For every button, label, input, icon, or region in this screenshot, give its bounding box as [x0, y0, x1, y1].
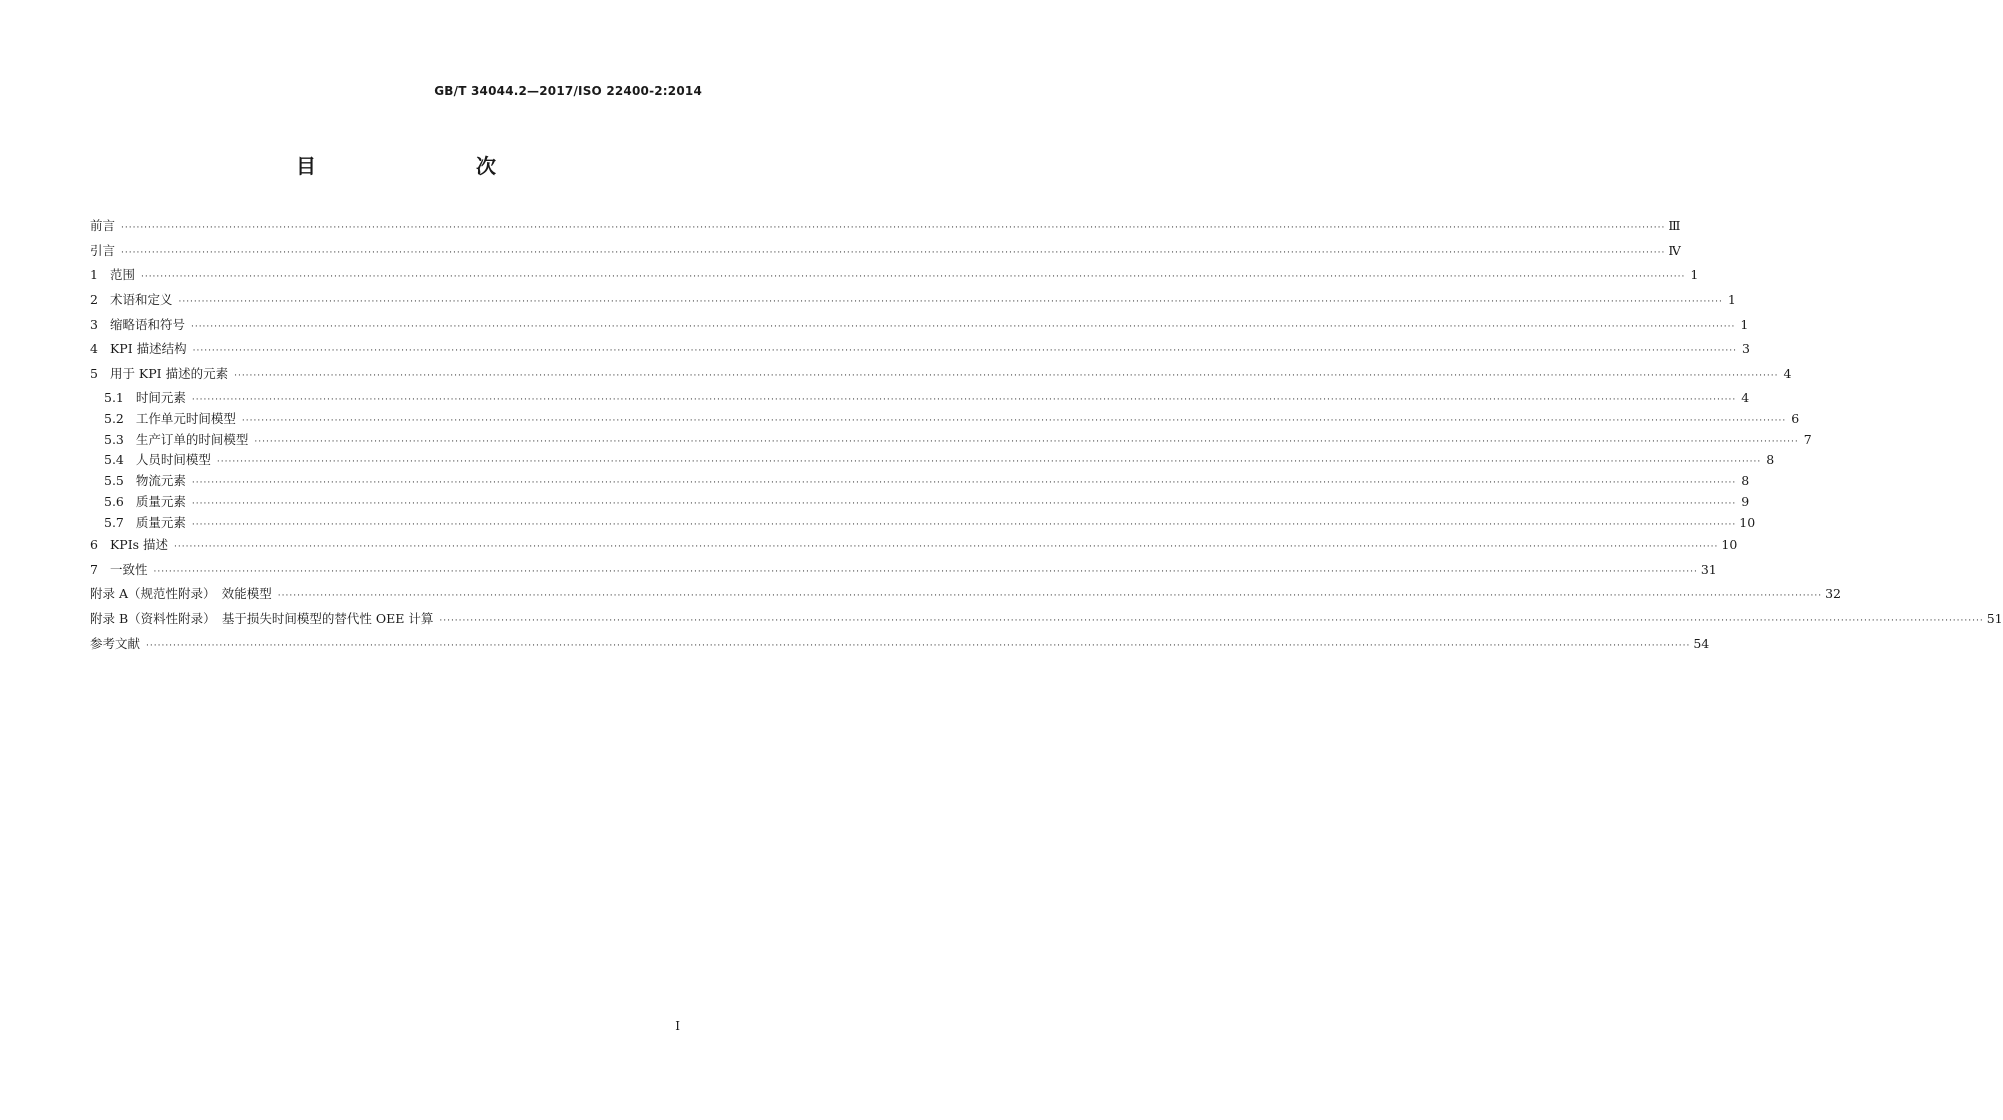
toc-entry[interactable]	[90, 339, 1750, 359]
toc-entry-page: Ⅲ	[1668, 218, 1681, 233]
toc-entry-number: 6	[90, 537, 98, 553]
toc-entry-text: KPI 描述结构	[109, 341, 187, 357]
toc-entry[interactable]	[90, 514, 1756, 532]
toc-entry[interactable]	[90, 560, 1717, 580]
toc-entry-text: 人员时间模型	[135, 452, 211, 468]
toc-entry[interactable]	[90, 584, 1842, 604]
toc-entry-label	[90, 339, 187, 359]
toc-entry-label	[90, 315, 185, 335]
dot-leader: ················································································································································································································································································································································································································	[174, 542, 1719, 553]
toc-entry-label	[104, 451, 211, 469]
dot-leader: ················································································································································································································································································································································································································	[254, 436, 1799, 447]
toc-entry-label	[104, 493, 186, 511]
toc-entry-label	[90, 535, 168, 555]
toc-entry[interactable]	[90, 241, 1681, 261]
toc-entry-number: 5.3	[104, 431, 124, 447]
toc-entry-page: 3	[1742, 341, 1750, 357]
dot-leader: ················································································································································································································································································································································································································	[121, 247, 1666, 258]
toc-entry-label	[104, 410, 236, 428]
toc-entry-label	[104, 472, 186, 490]
toc-entry[interactable]	[90, 364, 1792, 384]
page-number: Ⅰ	[675, 1019, 680, 1033]
toc-entry-page: 10	[1739, 515, 1756, 531]
toc-entry-number: 5	[90, 366, 98, 382]
toc-entry-page: 4	[1783, 366, 1792, 382]
toc-entry[interactable]	[90, 410, 1800, 428]
toc-entry-number: 5.7	[104, 515, 124, 531]
toc-entry[interactable]	[90, 431, 1812, 449]
dot-leader: ················································································································································································································································································································································································································	[140, 272, 1686, 283]
dot-leader: ················································································································································································································································································································································································································	[216, 457, 1762, 468]
dot-leader: ················································································································································································································································································································································································································	[153, 566, 1698, 577]
toc-entry[interactable]	[90, 389, 1750, 407]
toc-entry[interactable]	[90, 609, 2003, 629]
dot-leader: ················································································································································································································································································································································································································	[191, 394, 1737, 405]
toc-entry-page: 9	[1741, 494, 1750, 510]
table-of-contents	[90, 216, 2003, 658]
toc-entry[interactable]	[90, 315, 1749, 335]
toc-entry-number: 1	[90, 267, 98, 283]
toc-entry-text: 生产订单的时间模型	[135, 431, 249, 447]
toc-entry-label	[90, 560, 147, 580]
toc-entry-page: 4	[1741, 389, 1750, 405]
dot-leader: ················································································································································································································································································································································································································	[178, 297, 1723, 308]
toc-entry-number: 5.4	[104, 452, 124, 468]
toc-entry-text: KPIs 描述	[109, 537, 169, 553]
toc-entry[interactable]	[90, 265, 1699, 285]
toc-entry[interactable]	[90, 216, 1681, 236]
toc-entry-text: 工作单元时间模型	[135, 410, 236, 426]
toc-entry-text: 一致性	[109, 561, 148, 577]
toc-entry-text: 附录 A（规范性附录） 效能模型	[90, 586, 272, 602]
toc-entry-text: 术语和定义	[109, 292, 173, 308]
toc-entry-page: 54	[1693, 635, 1710, 651]
dot-leader: ················································································································································································································································································································································································································	[190, 321, 1736, 332]
toc-entry-text: 前言	[90, 218, 116, 233]
toc-entry-number: 5.1	[104, 389, 124, 405]
toc-entry-text: 范围	[109, 267, 135, 283]
standard-code: GB/T 34044.2—2017/ISO 22400-2:2014	[434, 84, 702, 98]
toc-entry-text: 参考文献	[90, 635, 141, 651]
dot-leader: ················································································································································································································································································································································································································	[277, 591, 1823, 602]
dot-leader: ················································································································································································································································································································································································································	[146, 640, 1691, 651]
toc-entry-page: 6	[1791, 410, 1800, 426]
toc-entry-label	[90, 216, 115, 236]
toc-entry-text: 物流元素	[135, 473, 186, 489]
toc-entry-text: 质量元素	[135, 494, 186, 510]
toc-entry-number: 5.2	[104, 410, 124, 426]
toc-entry-label	[90, 290, 172, 310]
toc-entry[interactable]	[90, 472, 1750, 490]
toc-entry-page: 8	[1741, 473, 1750, 489]
toc-entry-number: 5.5	[104, 473, 124, 489]
toc-entry-label	[90, 609, 433, 629]
toc-entry[interactable]	[90, 493, 1750, 511]
dot-leader: ················································································································································································································································································································································································································	[439, 616, 1984, 627]
toc-entry[interactable]	[90, 451, 1775, 469]
toc-entry-label	[90, 265, 135, 285]
toc-entry-number: 3	[90, 316, 98, 332]
toc-entry-number: 7	[90, 561, 98, 577]
toc-title: 目 次	[296, 154, 536, 178]
dot-leader: ················································································································································································································································································································································································································	[191, 499, 1737, 510]
toc-entry-page: 1	[1727, 292, 1736, 308]
toc-entry-label	[90, 364, 228, 384]
toc-entry-text: 引言	[90, 242, 116, 258]
toc-entry-page: 1	[1690, 267, 1699, 283]
toc-entry-page: Ⅳ	[1668, 242, 1681, 258]
dot-leader: ················································································································································································································································································································································································································	[191, 520, 1737, 531]
toc-entry-label	[90, 584, 272, 604]
toc-entry[interactable]	[90, 290, 1736, 310]
toc-entry-text: 缩略语和符号	[109, 316, 185, 332]
toc-entry-label	[104, 389, 186, 407]
toc-entry[interactable]	[90, 634, 1710, 654]
dot-leader: ················································································································································································································································································································································································································	[241, 415, 1787, 426]
toc-entry-page: 1	[1740, 316, 1749, 332]
toc-entry-number: 2	[90, 292, 98, 308]
toc-entry-page: 7	[1803, 431, 1812, 447]
dot-leader: ················································································································································································································································································································································································································	[234, 371, 1779, 382]
toc-entry-label	[90, 241, 115, 261]
toc-entry[interactable]	[90, 535, 1738, 555]
toc-entry-text: 时间元素	[135, 389, 186, 405]
toc-entry-text: 用于 KPI 描述的元素	[109, 366, 229, 382]
toc-entry-number: 5.6	[104, 494, 124, 510]
toc-entry-text: 附录 B（资料性附录） 基于损失时间模型的替代性 OEE 计算	[90, 611, 434, 627]
dot-leader: ················································································································································································································································································································································································································	[192, 346, 1737, 357]
toc-entry-page: 51	[1986, 611, 2003, 627]
toc-entry-label	[104, 431, 248, 449]
toc-entry-text: 质量元素	[135, 515, 186, 531]
dot-leader: ················································································································································································································································································································································································································	[191, 478, 1737, 489]
toc-entry-label	[104, 514, 186, 532]
toc-entry-page: 10	[1721, 537, 1738, 553]
toc-entry-page: 32	[1825, 586, 1842, 602]
toc-entry-page: 31	[1700, 561, 1717, 577]
toc-entry-page: 8	[1766, 452, 1775, 468]
dot-leader: ················································································································································································································································································································································································································	[121, 223, 1666, 233]
toc-entry-label	[90, 634, 140, 654]
toc-entry-number: 4	[90, 341, 98, 357]
